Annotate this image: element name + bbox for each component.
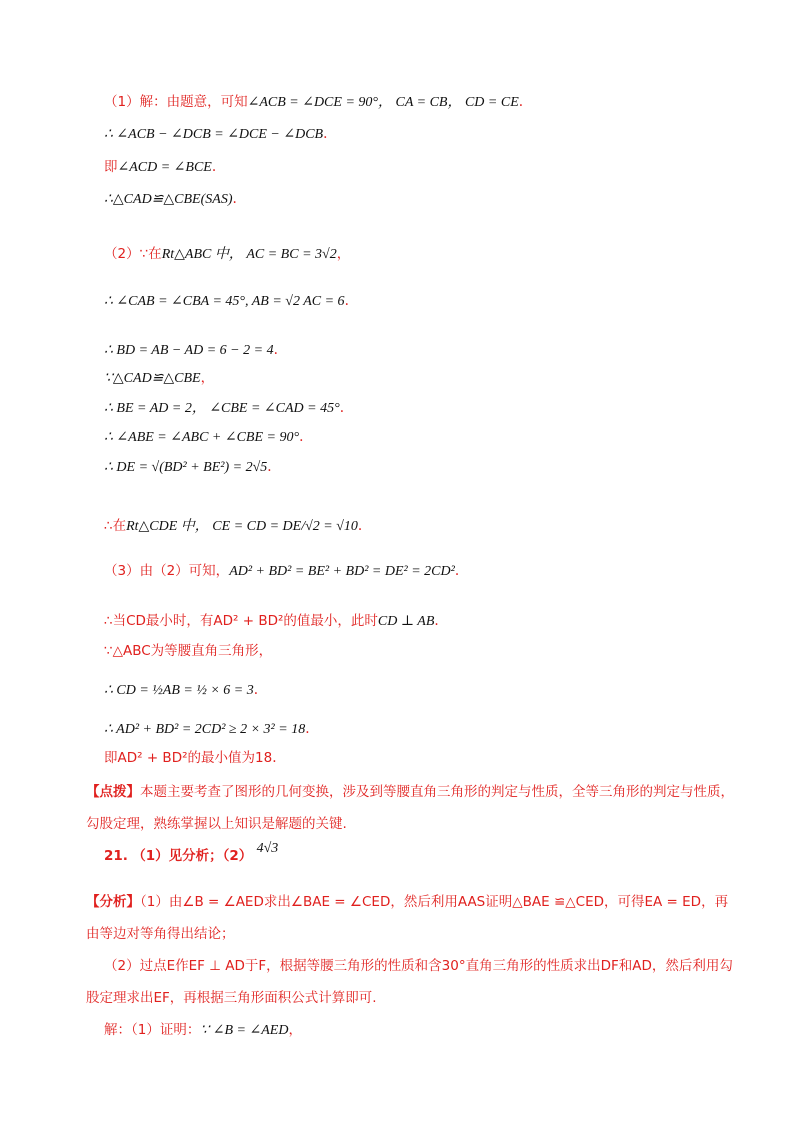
note-label: 【点拨】	[86, 784, 140, 800]
line-math: ∠ACD = ∠BCE	[117, 160, 212, 175]
line-math: ∴ ∠CAB = ∠CBA = 45°, AB = √2 AC = 6	[104, 294, 345, 309]
line-6	[104, 291, 740, 312]
line-end: .	[518, 94, 524, 110]
answer-math: 4√3	[256, 841, 279, 856]
line-16	[104, 680, 740, 701]
line-end: .	[273, 342, 278, 358]
line-math: ∴ DE = √(BD² + BE²) = 2√5	[104, 460, 268, 475]
note-text: 本题主要考查了图形的几何变换，涉及到等腰直角三角形的判定与性质，全等三角形的判定与性质，勾股定理，熟练掌握以上知识是解题的关键.	[86, 784, 734, 832]
analysis-label: 【分析】	[86, 894, 140, 910]
line-12	[104, 516, 740, 537]
line-end: .	[232, 191, 237, 207]
line-end: .	[454, 563, 460, 579]
line-math: ∴ AD² + BD² = 2CD² ≥ 2 × 3² = 18	[104, 722, 306, 737]
line-math: ∠ACB = ∠DCE = 90°， CA = CB， CD = CE	[247, 95, 519, 110]
line-3	[104, 157, 740, 178]
line-13	[104, 561, 740, 582]
line-end: .	[211, 159, 217, 175]
line-end: .	[305, 721, 310, 737]
line-prefix: （1）解：由题意，可知	[104, 94, 248, 110]
line-math: Rt△CDE 中， CE = CD = DE/√2 = √10	[126, 519, 358, 534]
line-prefix: （3）由（2）可知，	[104, 563, 230, 579]
line-5	[104, 244, 740, 265]
line-math: Rt△ABC 中， AC = BC = 3√2	[161, 247, 337, 262]
line-math: ∵△CAD≌△CBE	[104, 371, 201, 386]
line-1	[104, 92, 740, 113]
line-prefix: 即	[104, 159, 118, 175]
line-end: .	[434, 613, 439, 629]
line-prefix: （2）∵在	[104, 246, 162, 262]
line-end: .	[299, 429, 304, 445]
line-math: ∴ CD = ½AB = ½ × 6 = 3	[104, 683, 254, 698]
line-end: .	[253, 682, 259, 698]
line-math: CD ⊥ AB	[377, 614, 435, 629]
line-7	[104, 340, 740, 361]
line-2	[104, 124, 740, 145]
line-end: .	[267, 459, 272, 475]
line-end: .	[357, 518, 363, 534]
line-8	[104, 368, 740, 389]
analysis-paragraph-2	[86, 950, 738, 1014]
line-end: ，	[336, 246, 351, 262]
line-math: AD² + BD² = BE² + BD² = DE² = 2CD²	[229, 564, 455, 579]
line-end: .	[339, 400, 345, 416]
question-21-answer	[104, 841, 740, 867]
line-9	[104, 398, 740, 419]
line-prefix: 即AD² + BD²的最小值为18	[104, 750, 273, 766]
line-prefix: ∵△ABC为等腰直角三角形，	[104, 643, 273, 659]
line-end: .	[344, 293, 349, 309]
solution-label: 解：（1）证明：	[104, 1022, 201, 1038]
line-math: ∴△CAD≌△CBE(SAS)	[104, 192, 233, 207]
line-10	[104, 427, 740, 448]
line-math: ∴ BD = AB − AD = 6 − 2 = 4	[104, 343, 274, 358]
line-end: .	[272, 750, 277, 766]
line-18	[104, 748, 740, 768]
line-math: ∴ ∠ACB − ∠DCB = ∠DCE − ∠DCB	[104, 127, 324, 142]
analysis-p1: （1）由∠B = ∠AED求出∠BAE = ∠CED，然后利用AAS证明△BAE ≌△CED，可得EA = ED，再由等边对等角得出结论；	[86, 894, 729, 942]
analysis-paragraph	[86, 886, 738, 950]
line-math: ∴ BE = AD = 2， ∠CBE = ∠CAD = 45°	[104, 401, 340, 416]
solution-end: ，	[288, 1022, 302, 1038]
line-math: ∴ ∠ABE = ∠ABC + ∠CBE = 90°	[104, 430, 300, 445]
note-paragraph	[86, 776, 738, 840]
line-end: ，	[200, 370, 215, 386]
analysis-p2: （2）过点E作EF ⊥ AD于F，根据等腰三角形的性质和含30°直角三角形的性质求出DF和AD，然后利用勾股定理求出EF，再根据三角形面积公式计算即可.	[86, 958, 733, 1006]
line-14	[104, 611, 740, 632]
line-prefix: ∴当CD最小时，有AD² + BD²的值最小，此时	[104, 613, 378, 629]
line-15	[104, 641, 740, 661]
line-end: .	[323, 126, 328, 142]
question-answer: （1）见分析；（2）	[132, 848, 253, 864]
solution-math: ∵ ∠B = ∠AED	[200, 1023, 289, 1038]
solution-line	[104, 1020, 740, 1041]
line-17	[104, 719, 740, 740]
question-number: 21.	[104, 848, 128, 864]
line-prefix: ∴在	[104, 518, 127, 534]
line-11	[104, 457, 740, 478]
line-4	[104, 189, 740, 210]
